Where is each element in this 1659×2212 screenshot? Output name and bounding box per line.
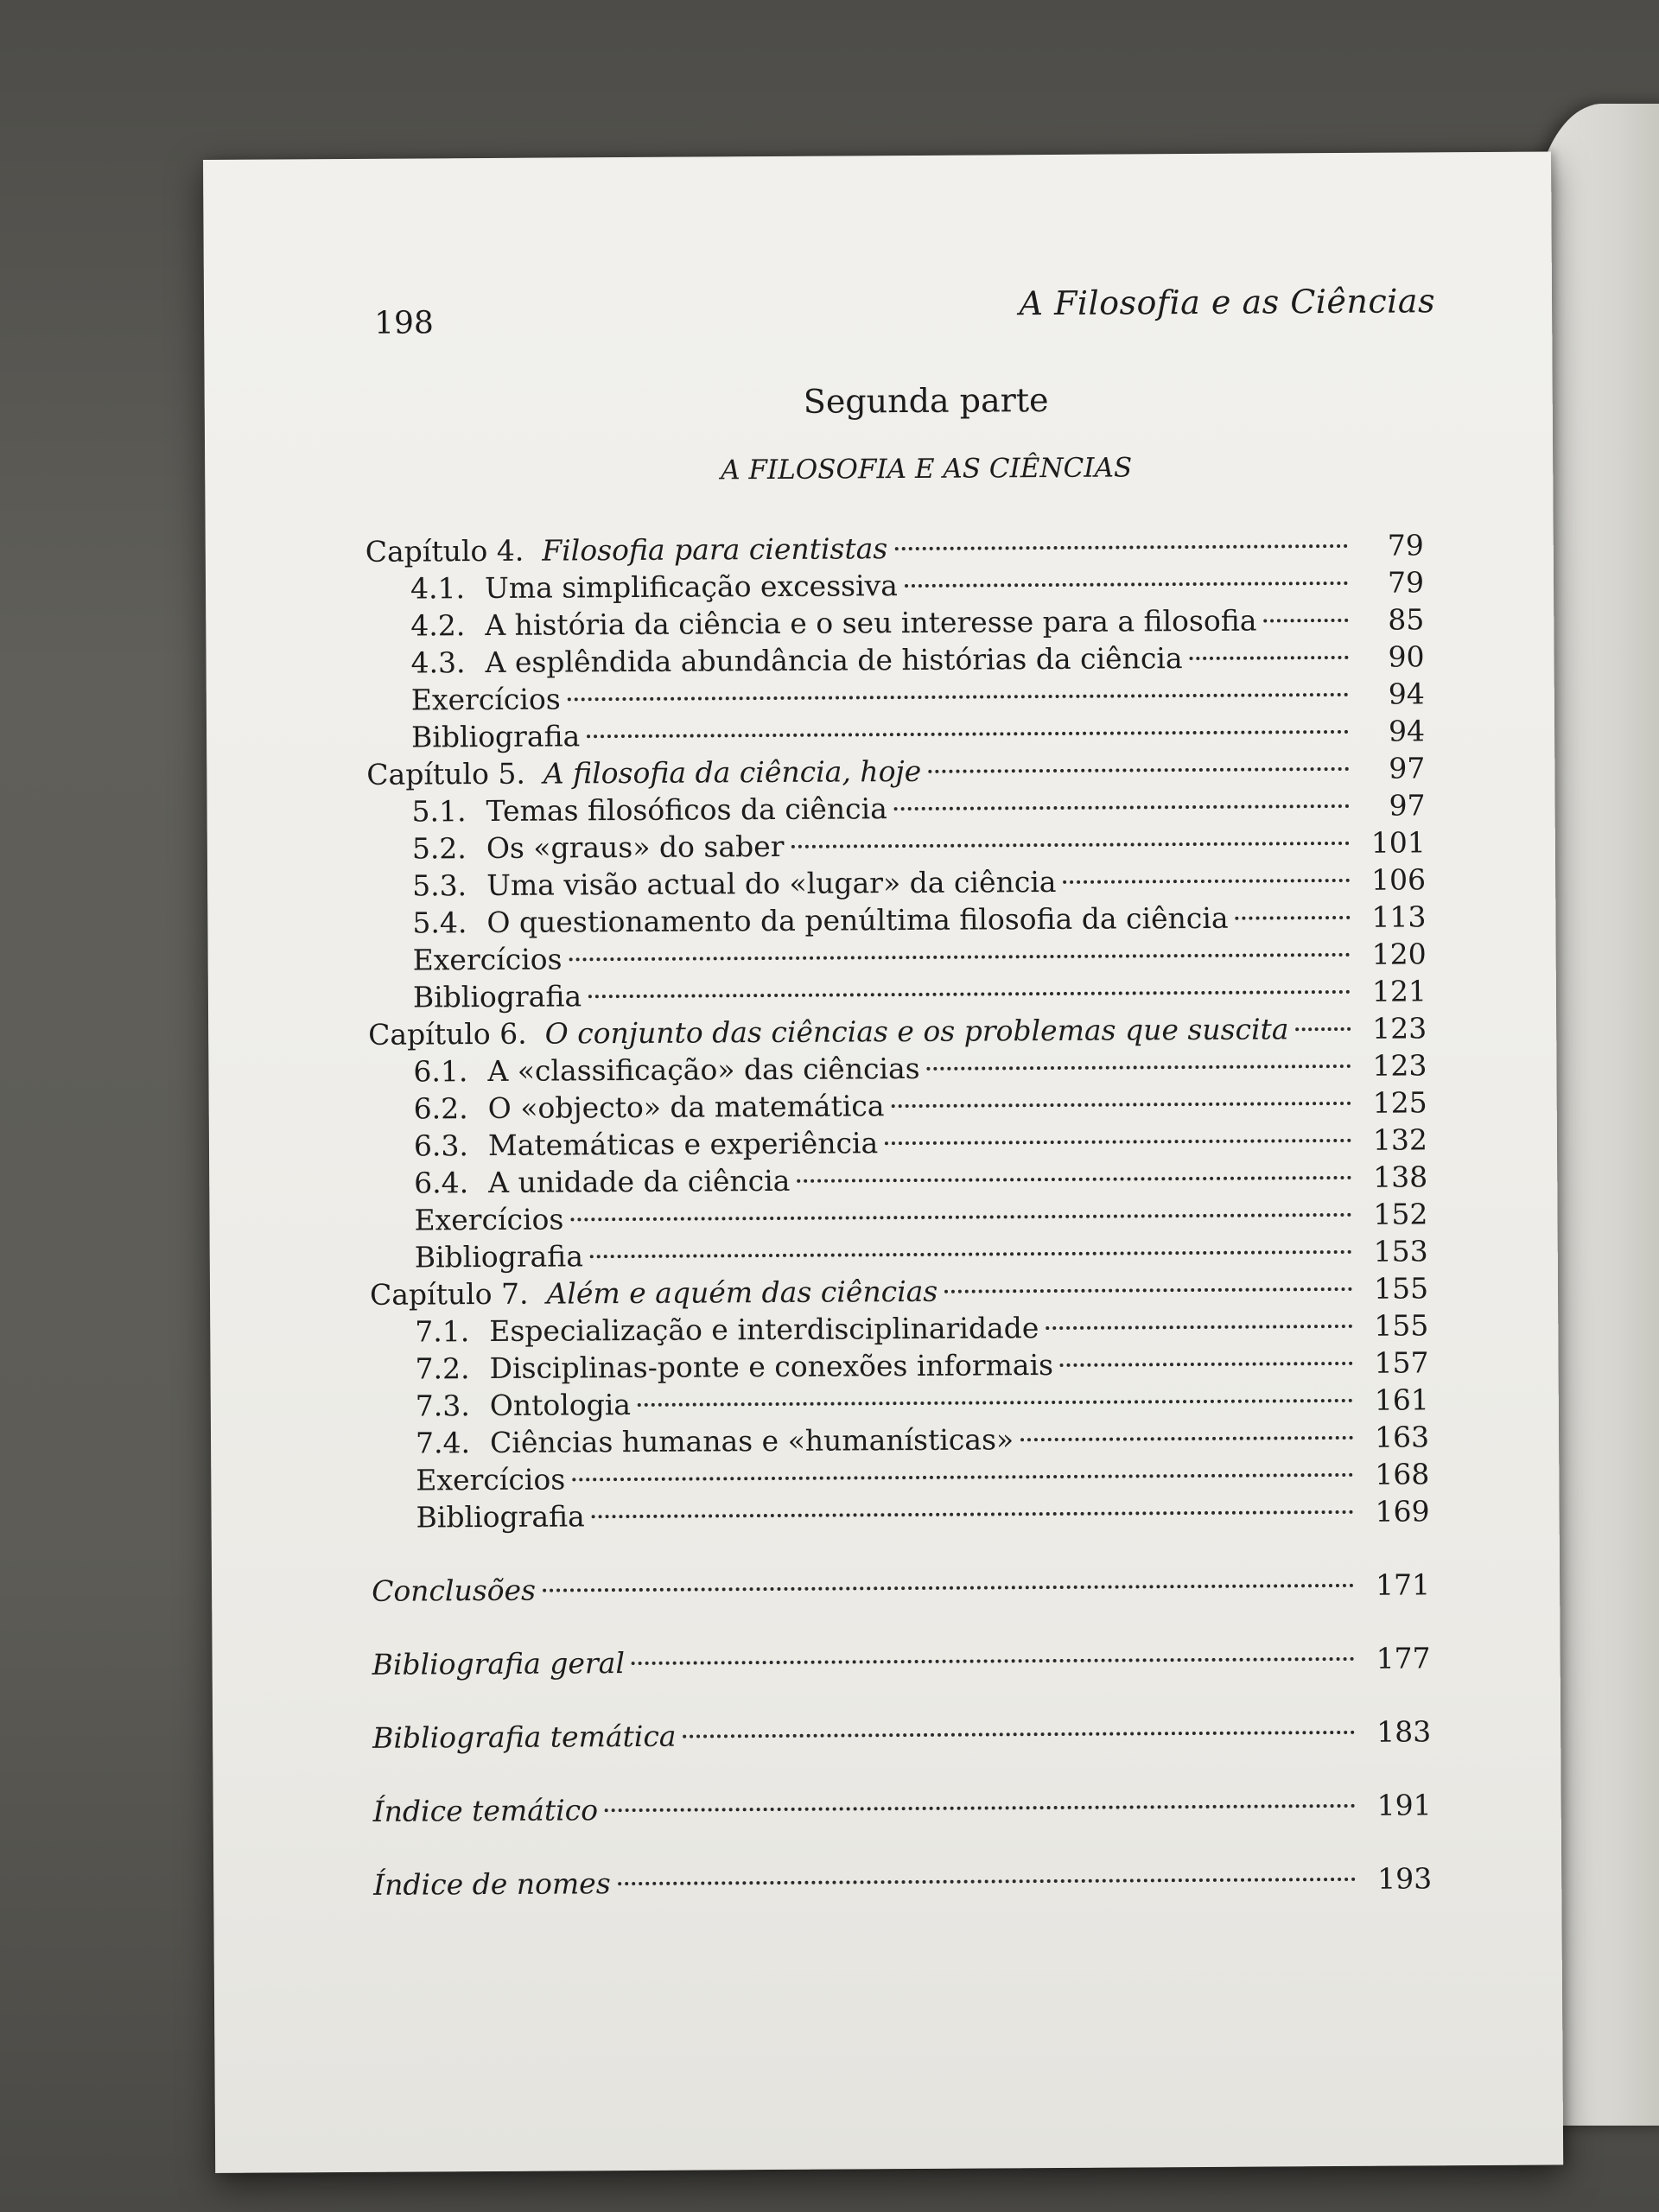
dot-leader xyxy=(618,1878,1357,1885)
dot-leader xyxy=(568,693,1349,702)
dot-leader xyxy=(891,1102,1351,1108)
page-ref: 132 xyxy=(1372,1122,1428,1157)
section-number: 6.4. xyxy=(414,1166,469,1200)
running-head: A Filosofia e as Ciências xyxy=(1019,282,1436,323)
toc-section-4-2 xyxy=(365,601,1424,644)
dot-leader xyxy=(885,1139,1351,1145)
toc-section-4-3 xyxy=(365,638,1424,681)
page-ref: 163 xyxy=(1374,1420,1430,1454)
section-number: 5.4. xyxy=(412,906,467,940)
section-title: Exercícios xyxy=(414,1202,564,1237)
dot-leader xyxy=(638,1399,1353,1407)
book-page xyxy=(203,151,1563,2172)
toc-section-7-2 xyxy=(370,1344,1428,1387)
dot-leader xyxy=(590,1250,1352,1258)
page-ref: 168 xyxy=(1375,1457,1430,1491)
chapter-label: Capítulo 7. xyxy=(369,1276,529,1312)
page-ref: 97 xyxy=(1389,751,1426,785)
dot-leader xyxy=(587,730,1349,738)
page-ref: 123 xyxy=(1372,1048,1427,1083)
page-ref: 85 xyxy=(1388,602,1425,637)
dot-leader xyxy=(572,1473,1353,1482)
section-title: Bibliografia xyxy=(416,1499,585,1535)
toc-chapter-4 xyxy=(365,526,1424,569)
section-title: Ciências humanas e «humanísticas» xyxy=(489,1422,1014,1459)
toc-exercises-4 xyxy=(366,675,1425,718)
toc-chapter-7 xyxy=(370,1269,1428,1313)
page-ref: 177 xyxy=(1376,1641,1431,1675)
page-ref: 169 xyxy=(1375,1494,1430,1529)
page-ref: 171 xyxy=(1375,1567,1431,1602)
table-of-contents xyxy=(365,526,1433,1903)
section-title: Ontologia xyxy=(489,1388,632,1422)
section-number: 4.1. xyxy=(410,571,466,606)
chapter-label: Capítulo 6. xyxy=(368,1016,527,1052)
part-title: Segunda parte xyxy=(803,381,1049,421)
toc-section-4-1 xyxy=(365,563,1424,607)
page-ref: 94 xyxy=(1388,677,1425,711)
dot-leader xyxy=(605,1804,1356,1812)
section-title: Os «graus» do saber xyxy=(486,829,785,866)
page-ref: 94 xyxy=(1388,714,1426,748)
toc-section-5-4 xyxy=(367,898,1426,941)
toc-bibliography-5 xyxy=(368,972,1427,1015)
dot-leader xyxy=(797,1176,1351,1183)
dot-leader xyxy=(905,582,1348,588)
page-ref: 123 xyxy=(1372,1011,1427,1046)
section-title: Bibliografia xyxy=(414,1239,584,1274)
toc-bibliography-4 xyxy=(366,712,1425,755)
chapter-title: A filosofia da ciência, hoje xyxy=(543,753,922,791)
entry-title: Conclusões xyxy=(372,1573,537,1608)
page-ref: 121 xyxy=(1371,974,1427,1008)
dot-leader xyxy=(569,953,1351,962)
dot-leader xyxy=(570,1213,1351,1222)
section-number: 7.1. xyxy=(415,1314,470,1349)
toc-general-bibliography xyxy=(372,1639,1431,1682)
entry-title: Índice temático xyxy=(372,1793,599,1828)
dot-leader xyxy=(894,544,1347,550)
section-title: Bibliografia xyxy=(412,979,582,1014)
page-ref: 157 xyxy=(1374,1345,1429,1380)
page-number: 198 xyxy=(374,305,435,341)
toc-section-7-3 xyxy=(371,1381,1429,1424)
toc-subject-index xyxy=(373,1786,1432,1829)
page-ref: 97 xyxy=(1389,788,1426,823)
page-ref: 152 xyxy=(1373,1197,1428,1231)
page-ref: 155 xyxy=(1374,1308,1429,1343)
section-number: 5.1. xyxy=(411,794,467,829)
dot-leader xyxy=(1046,1325,1352,1330)
dot-leader xyxy=(791,842,1349,849)
page-ref: 79 xyxy=(1387,565,1425,600)
page-ref: 161 xyxy=(1374,1382,1429,1417)
dot-leader xyxy=(588,990,1351,998)
section-title: A unidade da ciência xyxy=(488,1163,791,1200)
dot-leader xyxy=(1263,619,1348,623)
section-title: Uma visão actual do «lugar» da ciência xyxy=(486,864,1057,903)
section-title: A esplêndida abundância de histórias da ciência xyxy=(485,641,1183,680)
chapter-title: O conjunto das ciências e os problemas que suscita xyxy=(544,1012,1289,1051)
dot-leader xyxy=(928,767,1349,773)
page-ref: 120 xyxy=(1371,937,1427,971)
toc-section-6-4 xyxy=(369,1158,1427,1201)
page-ref: 153 xyxy=(1373,1234,1428,1268)
section-title: Exercícios xyxy=(412,942,563,977)
toc-section-5-3 xyxy=(367,861,1426,904)
page-ref: 138 xyxy=(1373,1160,1428,1194)
toc-bibliography-7 xyxy=(371,1492,1429,1535)
dot-leader xyxy=(1063,879,1350,884)
chapter-label: Capítulo 5. xyxy=(366,756,525,791)
toc-section-7-1 xyxy=(370,1306,1428,1350)
page-ref: 106 xyxy=(1370,862,1427,897)
section-title: Disciplinas-ponte e conexões informais xyxy=(489,1348,1054,1386)
page-ref: 155 xyxy=(1373,1271,1429,1306)
entry-title: Bibliografia temática xyxy=(372,1719,677,1755)
dot-leader xyxy=(927,1065,1351,1071)
toc-section-6-1 xyxy=(368,1046,1427,1090)
page-ref: 79 xyxy=(1387,528,1424,563)
dot-leader xyxy=(543,1584,1354,1592)
toc-exercises-7 xyxy=(371,1455,1429,1498)
page-ref: 90 xyxy=(1388,639,1425,674)
toc-section-7-4 xyxy=(371,1418,1429,1461)
dot-leader xyxy=(1020,1436,1353,1441)
toc-section-6-2 xyxy=(369,1084,1427,1127)
chapter-label: Capítulo 4. xyxy=(365,533,524,569)
dot-leader xyxy=(1236,916,1351,920)
section-number: 5.2. xyxy=(411,831,467,866)
section-title: Exercícios xyxy=(410,682,561,717)
dot-leader xyxy=(592,1510,1354,1518)
section-number: 7.4. xyxy=(415,1426,471,1460)
section-number: 5.3. xyxy=(412,868,467,903)
dot-leader xyxy=(894,804,1350,810)
section-title: O «objecto» da matemática xyxy=(487,1089,885,1126)
page-ref: 101 xyxy=(1370,825,1426,860)
entry-title: Índice de nomes xyxy=(373,1866,611,1902)
section-number: 4.2. xyxy=(410,608,466,643)
dot-leader xyxy=(1060,1362,1353,1367)
page-ref: 125 xyxy=(1372,1085,1427,1120)
section-number: 6.1. xyxy=(413,1054,468,1089)
section-title: A história da ciência e o seu interesse para a filosofia xyxy=(485,603,1257,643)
section-title: O questionamento da penúltima filosofia da ciência xyxy=(486,900,1229,940)
toc-exercises-5 xyxy=(368,935,1427,978)
section-number: 4.3. xyxy=(410,645,466,680)
chapter-title: Além e aquém das ciências xyxy=(546,1274,938,1311)
section-title: A «classificação» das ciências xyxy=(487,1051,920,1089)
section-title: Exercícios xyxy=(416,1462,566,1497)
toc-chapter-5 xyxy=(366,749,1425,792)
toc-chapter-6 xyxy=(368,1009,1427,1052)
dot-leader xyxy=(683,1731,1356,1738)
toc-name-index xyxy=(373,1859,1432,1903)
section-number: 7.3. xyxy=(415,1389,470,1423)
section-number: 6.3. xyxy=(413,1128,469,1163)
section-title: Especialização e interdisciplinaridade xyxy=(489,1311,1039,1349)
toc-conclusions xyxy=(372,1566,1430,1609)
toc-section-5-2 xyxy=(367,823,1426,867)
toc-section-5-1 xyxy=(366,786,1425,830)
entry-title: Bibliografia geral xyxy=(372,1646,626,1681)
page-ref: 113 xyxy=(1371,899,1427,934)
section-title: Temas filosóficos da ciência xyxy=(486,791,887,829)
section-title: Bibliografia xyxy=(410,719,581,754)
section-title: Matemáticas e experiência xyxy=(487,1126,879,1163)
dot-leader xyxy=(1296,1027,1351,1031)
section-title: Uma simplificação excessiva xyxy=(484,569,899,606)
page-ref: 191 xyxy=(1376,1788,1432,1822)
dot-leader xyxy=(1190,656,1349,660)
toc-section-6-3 xyxy=(369,1121,1427,1164)
dot-leader xyxy=(632,1657,1355,1665)
chapter-title: Filosofia para cientistas xyxy=(542,531,888,568)
section-number: 6.2. xyxy=(413,1091,468,1126)
part-subtitle: A FILOSOFIA E AS CIÊNCIAS xyxy=(721,452,1133,486)
toc-thematic-bibliography xyxy=(372,1713,1431,1756)
section-number: 7.2. xyxy=(415,1351,470,1386)
toc-bibliography-6 xyxy=(370,1232,1428,1275)
page-ref: 193 xyxy=(1377,1861,1433,1896)
toc-exercises-6 xyxy=(369,1195,1427,1238)
page-ref: 183 xyxy=(1376,1714,1432,1749)
dot-leader xyxy=(944,1287,1352,1294)
